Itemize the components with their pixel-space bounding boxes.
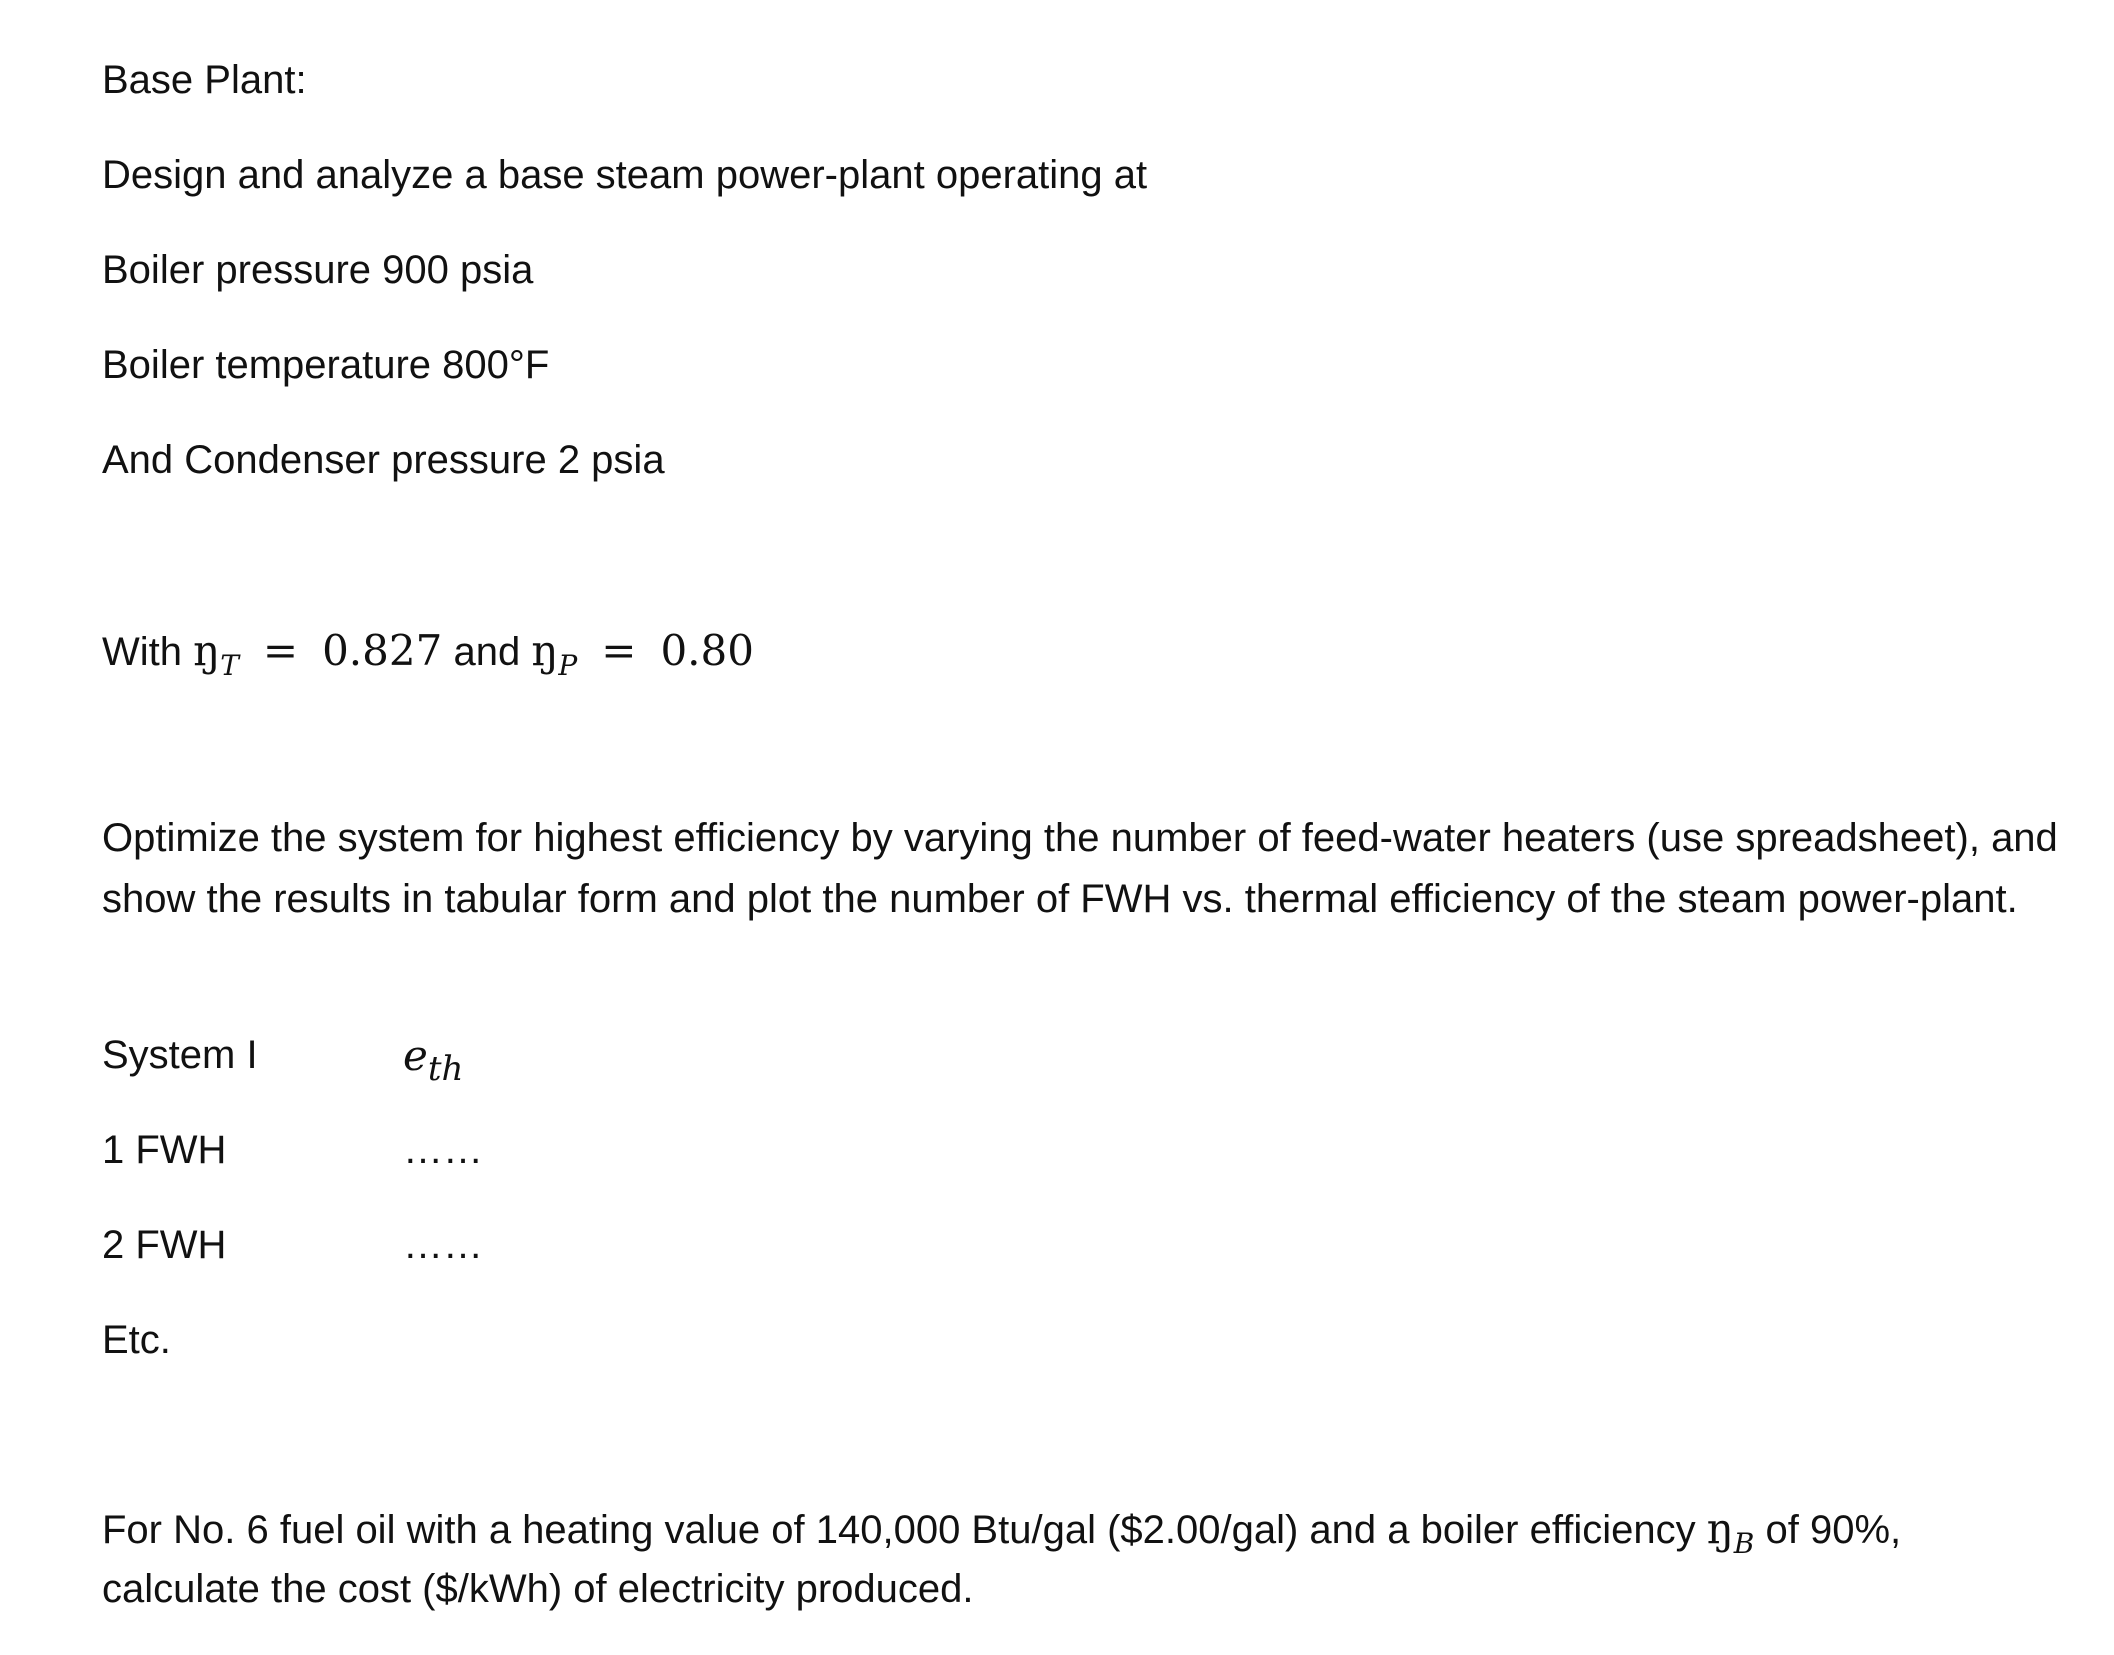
table-row-label: 2 FWH (102, 1223, 227, 1267)
table-etc: Etc. (102, 1318, 171, 1362)
fuel-line-1 (102, 1498, 1901, 1564)
table-row-value: …… (403, 1128, 483, 1172)
turbine-efficiency-value: 0.827 (322, 626, 443, 675)
table-row-value: …… (403, 1223, 483, 1267)
efficiency-line (102, 620, 754, 686)
boiler-pressure-text: Boiler pressure 900 psia (102, 248, 534, 292)
eta-pump-subscript: P (558, 649, 578, 682)
fuel-text-after: of 90%, (1765, 1508, 1902, 1552)
table-header-label: System I (102, 1033, 258, 1077)
eth-base: e (403, 1031, 428, 1080)
eta-turbine-subscript: T (220, 649, 239, 682)
intro-text: Design and analyze a base steam power-plant operating at (102, 153, 1148, 197)
eta-boiler-symbol: ŋ (1706, 1504, 1734, 1553)
fuel-line-2: calculate the cost ($/kWh) of electricity produced. (102, 1567, 974, 1611)
eta-turbine-symbol: ŋ (193, 626, 221, 675)
fuel-text-before: For No. 6 fuel oil with a heating value of 140,000 Btu/gal ($2.00/gal) and a boiler efficiency (102, 1508, 1696, 1552)
condenser-pressure-text: And Condenser pressure 2 psia (102, 438, 665, 482)
optimize-paragraph: Optimize the system for highest efficiency by varying the number of feed-water heaters (use spreadsheet), and show the results in tabular form and plot the number of FWH vs. thermal efficiency of the steam power-plant. (102, 816, 2058, 921)
equals-sign: = (262, 626, 299, 675)
eth-subscript: th (427, 1049, 464, 1089)
equals-sign-2: = (601, 626, 637, 675)
eta-boiler-subscript: B (1733, 1527, 1755, 1560)
heading: Base Plant: (102, 58, 307, 102)
boiler-temperature-text: Boiler temperature 800°F (102, 343, 550, 387)
thermal-efficiency-symbol (403, 1025, 463, 1090)
and-word: and (453, 630, 521, 674)
pump-efficiency-value: 0.80 (660, 626, 754, 675)
eta-pump-symbol: ŋ (531, 626, 559, 675)
efficiency-prefix: With (102, 630, 182, 674)
table-row-label: 1 FWH (102, 1128, 227, 1172)
